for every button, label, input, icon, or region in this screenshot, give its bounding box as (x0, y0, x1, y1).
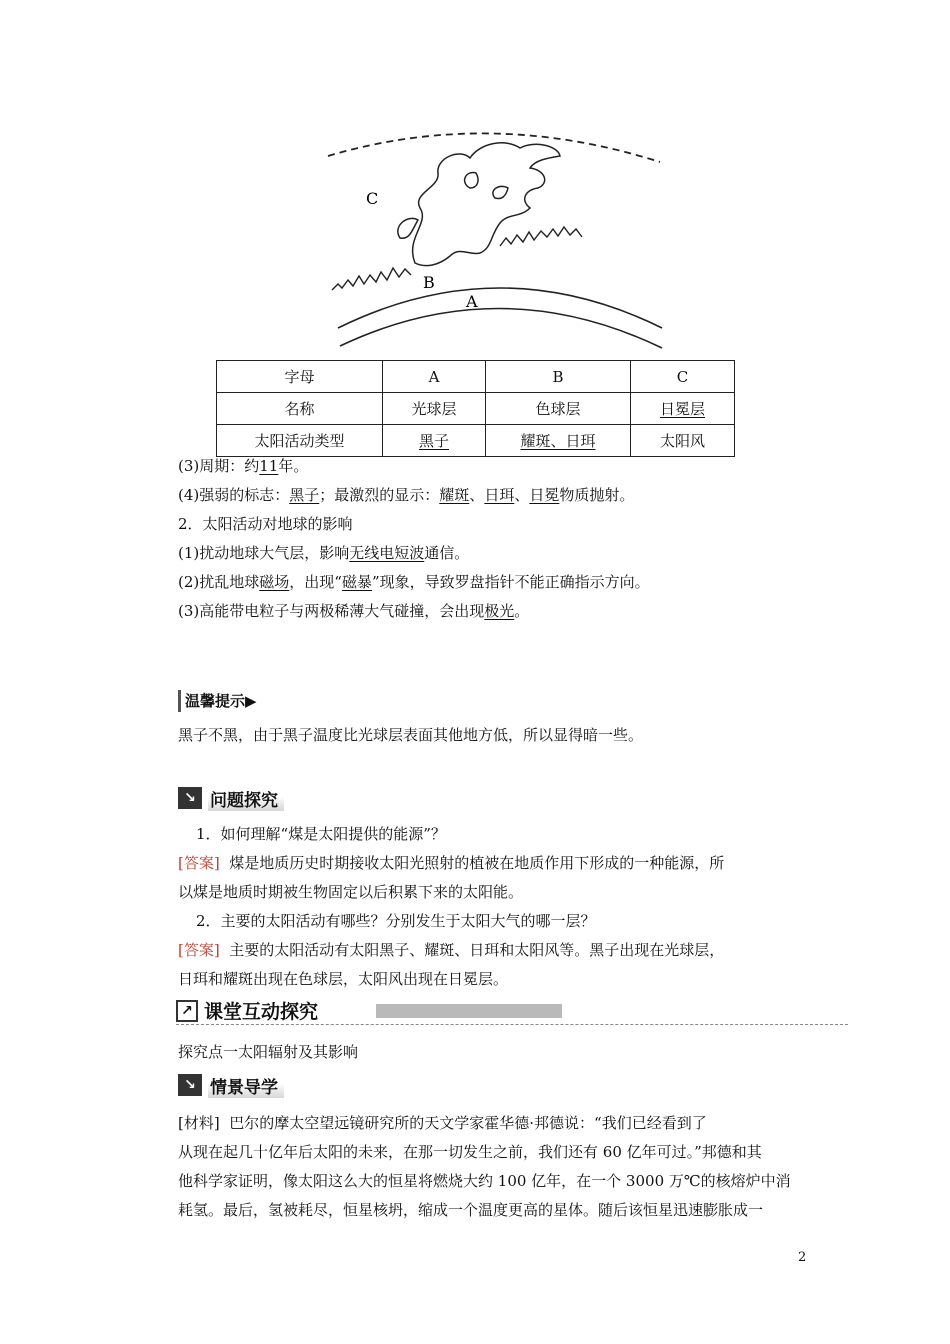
text: 物质抛射。 (559, 486, 635, 504)
text: (4)强弱的标志： (178, 486, 290, 504)
answer-1-line-1 (178, 852, 724, 874)
effect-3-line (178, 600, 529, 622)
question-2: 2．主要的太阳活动有哪些？分别发生于太阳大气的哪一层？ (196, 912, 596, 930)
table-cell: 光球层 (383, 393, 486, 425)
table-row (217, 361, 735, 393)
underlined-answer: 磁场 (259, 573, 290, 591)
table-cell: A (383, 361, 486, 393)
text: 主要的太阳活动有太阳黑子、耀斑、日珥和太阳风等。黑子出现在光球层， (229, 941, 725, 959)
table-row (217, 425, 735, 457)
edit-icon: ↗ (176, 1000, 198, 1022)
arrow-icon: ↘ (178, 1074, 202, 1096)
table-cell: C (631, 361, 735, 393)
inquiry-title: 问题探究 (208, 786, 284, 811)
material-line-3: 他科学家证明，像太阳这么大的恒星将燃烧大约 100 亿年，在一个 3000 万℃的核熔炉中消 (178, 1172, 791, 1190)
text: 巴尔的摩太空望远镜研究所的天文学家霍华德·邦德说：“我们已经看到了 (229, 1114, 707, 1132)
underlined-answer: 无线电短波 (349, 544, 425, 562)
label-b: B (423, 273, 435, 292)
period-line (178, 455, 308, 477)
table-cell: 名称 (217, 393, 383, 425)
text: ；最激烈的显示： (319, 486, 440, 504)
underlined-answer: 磁暴 (341, 573, 372, 591)
divider (176, 1024, 848, 1025)
underlined-answer: 黑子 (289, 486, 320, 504)
table-cell: 字母 (217, 361, 383, 393)
answer-2-line-1 (178, 939, 724, 961)
text: (3)周期：约 (178, 457, 260, 475)
underlined-answer: 11 (259, 457, 279, 475)
text: ”现象，导致罗盘指针不能正确指示方向。 (371, 573, 650, 591)
text: 。 (514, 602, 530, 620)
page-number: 2 (798, 1250, 807, 1265)
text: ，出现“ (289, 573, 342, 591)
text: (2)扰乱地球 (178, 573, 260, 591)
table-cell: 色球层 (486, 393, 631, 425)
material-tag: [材料] (178, 1114, 220, 1132)
text: (1)扰动地球大气层，影响 (178, 544, 350, 562)
underlined-answer: 极光 (484, 602, 515, 620)
solar-layers-table (216, 360, 735, 457)
label-c: C (366, 189, 379, 208)
question-1: 1．如何理解“煤是太阳提供的能源”？ (196, 825, 446, 843)
underlined-answer: 日珥 (484, 486, 515, 504)
answer-tag: [答案] (178, 854, 220, 872)
prominence-shape (398, 143, 560, 266)
answer-tag: [答案] (178, 941, 220, 959)
strength-line (178, 484, 634, 506)
tip-heading: 温馨提示▶ (178, 690, 257, 712)
table-cell: 耀斑、日珥 (486, 425, 631, 457)
corona-boundary-arc (328, 133, 660, 162)
table-cell: B (486, 361, 631, 393)
effect-1-line (178, 542, 469, 564)
table-row (217, 393, 735, 425)
scenario-heading (178, 1072, 284, 1098)
exploration-point: 探究点一太阳辐射及其影响 (178, 1043, 359, 1061)
table-cell: 太阳风 (631, 425, 735, 457)
underlined-answer: 日冕 (529, 486, 560, 504)
effects-heading: 2．太阳活动对地球的影响 (178, 515, 353, 533)
table-cell: 太阳活动类型 (217, 425, 383, 457)
table-cell: 日冕层 (631, 393, 735, 425)
material-line-2: 从现在起几十亿年后太阳的未来，在那一切发生之前，我们还有 60 亿年可过。”邦德和其 (178, 1143, 762, 1161)
decorative-bar (376, 1004, 562, 1018)
text: 年。 (278, 457, 309, 475)
text: 通信。 (424, 544, 470, 562)
text: 、 (514, 486, 530, 504)
material-line-1 (178, 1112, 707, 1134)
text: (3)高能带电粒子与两极稀薄大气碰撞，会出现 (178, 602, 485, 620)
classroom-heading (176, 998, 848, 1026)
material-line-4: 耗氢。最后，氢被耗尽，恒星核坍，缩成一个温度更高的星体。随后该恒星迅速膨胀成一 (178, 1201, 764, 1219)
underlined-answer: 耀斑 (439, 486, 470, 504)
sun-atmosphere-diagram (320, 128, 670, 353)
table-cell: 黑子 (383, 425, 486, 457)
classroom-title: 课堂互动探究 (204, 1001, 319, 1023)
text: 、 (469, 486, 485, 504)
text: 煤是地质历史时期接收太阳光照射的植被在地质作用下形成的一种能源，所 (229, 854, 725, 872)
label-a: A (466, 292, 478, 311)
tip-text: 黑子不黑，由于黑子温度比光球层表面其他地方低，所以显得暗一些。 (178, 726, 644, 744)
answer-1-line-2: 以煤是地质时期被生物固定以后积累下来的太阳能。 (178, 883, 524, 901)
answer-2-line-2: 日珥和耀斑出现在色球层，太阳风出现在日冕层。 (178, 970, 509, 988)
inquiry-heading (178, 785, 284, 811)
chromosphere-spicules (332, 227, 582, 290)
effect-2-line (178, 571, 650, 593)
photosphere-arc (340, 308, 662, 348)
arrow-icon: ↘ (178, 787, 202, 809)
scenario-title: 情景导学 (208, 1073, 284, 1098)
